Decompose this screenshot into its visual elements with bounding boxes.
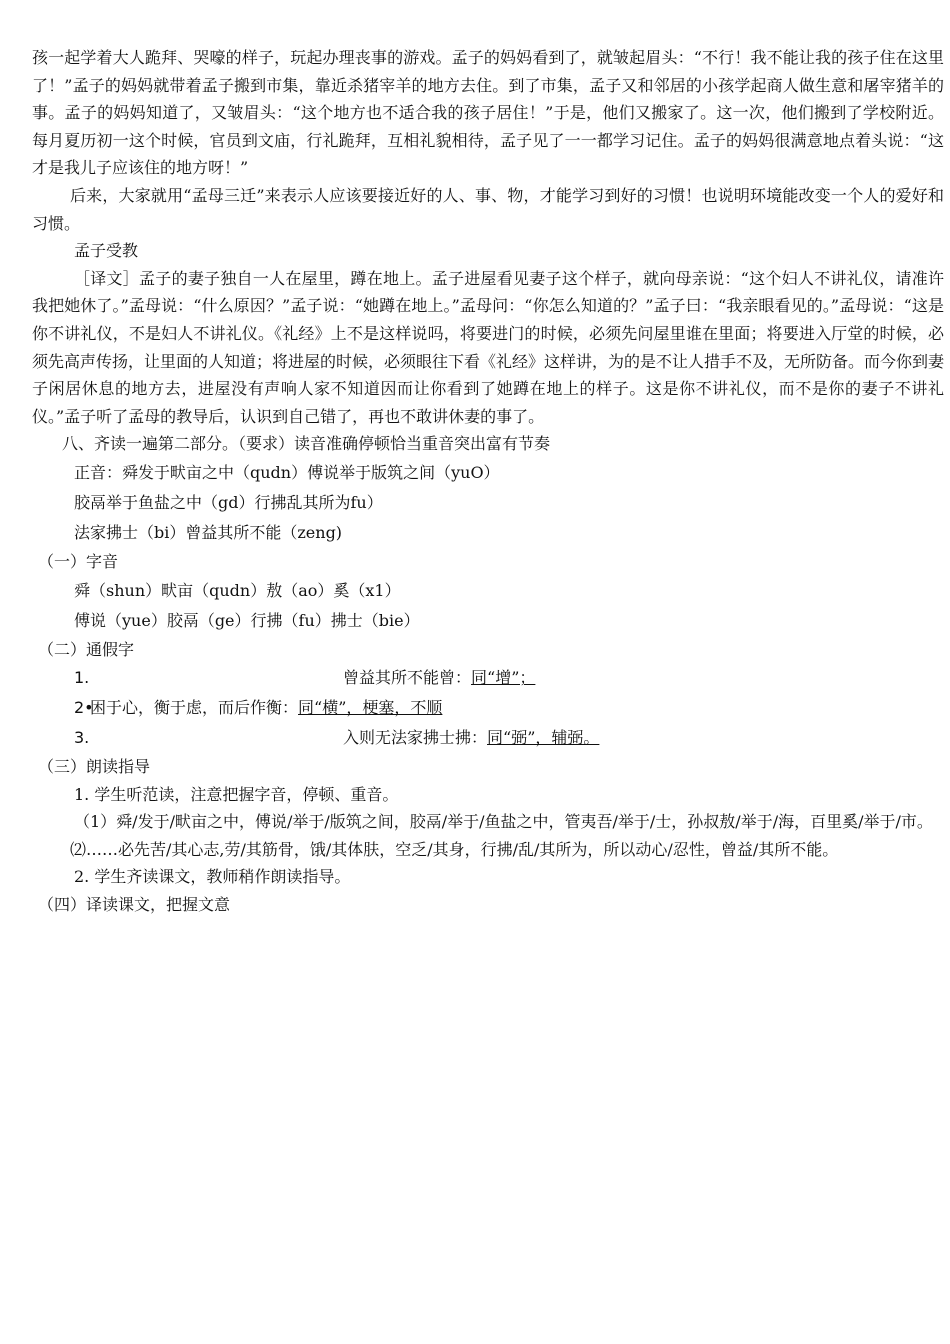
- zhengyin-line-1: 正音：舜发于畎亩之中（qudn）傅说举于版筑之间（yuO）: [74, 462, 500, 482]
- item-note: 同“增”；: [471, 668, 536, 688]
- section-ziyin-title: （一）字音: [38, 551, 119, 571]
- tongjiazi-item-2: [32, 693, 944, 723]
- item-source: 曾益其所不能曾：: [343, 668, 472, 688]
- langdu-example-1: （1）舜/发于/畎亩之中，傅说/举于/版筑之间，胶鬲/举于/鱼盐之中，管夷吾/举于/士，孙叔敖/举于/海，百里奚/举于/市。: [74, 812, 933, 832]
- item-note: 同“弼”，辅弼。: [487, 728, 600, 748]
- zhengyin-line-3: 法家拂士（bi）曾益其所不能（zeng): [74, 522, 343, 542]
- ziyin-line-1: 舜（shun）畎亩（qudn）敖（ao）奚（x1）: [74, 580, 401, 600]
- paragraph-mengmu-story: 孩一起学着大人跪拜、哭嚎的样子，玩起办理丧事的游戏。孟子的妈妈看到了，就皱起眉头：“不行！我不能让我的孩子住在这里了！”孟子的妈妈就带着孟子搬到市集，靠近杀猪宰羊的地方去住。到了市集，孟子又和邻居的小孩学起商人做生意和屠宰猪羊的事。孟子的妈妈知道了，又皱眉头：“这个地方也不适合我的孩子居住！”于是，他们又搬家了。这一次，他们搬到了学校附近。每月夏历初一这个时候，官员到文庙，行礼跪拜，互相礼貌相待，孟子见了一一都学习记住。孟子的妈妈很满意地点着头说：“这才是我儿子应该住的地方呀！”: [32, 48, 944, 178]
- document-page: [32, 44, 944, 919]
- zhengyin-line-2: 胶鬲举于鱼盐之中（gd）行拂乱其所为fu）: [74, 492, 383, 512]
- section-langdu-title: （三）朗读指导: [38, 757, 151, 777]
- item-text: [90, 693, 442, 723]
- langdu-step-1: 1. 学生听范读，注意把握字音，停顿、重音。: [74, 784, 399, 804]
- item-source: 入则无法家拂士拂：: [343, 728, 488, 748]
- section-tongjiazi-title: （二）通假字: [38, 639, 135, 659]
- paragraph-mengmu-summary: 后来，大家就用“孟母三迁”来表示人应该要接近好的人、事、物，才能学习到好的习惯！也说明环境能改变一个人的爱好和习惯。: [32, 185, 944, 233]
- item-source: 困于心，衡于虑，而后作衡：: [90, 698, 299, 718]
- item-number: 1.: [74, 668, 90, 688]
- item-number: 3.: [74, 728, 90, 748]
- heading-mengzi-shoujiao: 孟子受教: [74, 241, 139, 261]
- tongjiazi-item-3: [32, 723, 944, 753]
- section-8-title: 八、齐读一遍第二部分。（要求）读音准确停顿恰当重音突出富有节奏: [62, 434, 551, 454]
- item-text: [343, 723, 599, 753]
- item-text: [343, 663, 535, 693]
- item-number: 2•: [74, 698, 94, 718]
- langdu-step-2: 2. 学生齐读课文，教师稍作朗读指导。: [74, 867, 351, 887]
- paragraph-translation: ［译文］孟子的妻子独自一人在屋里，蹲在地上。孟子进屋看见妻子这个样子，就向母亲说：“这个妇人不讲礼仪，请准许我把她休了。”孟母说：“什么原因？”孟子说：“她蹲在地上。”孟母问：“你怎么知道的？”孟子曰：“我亲眼看见的。”孟母说：“这是你不讲礼仪，不是妇人不讲礼仪。《礼经》上不是这样说吗，将要进门的时候，必须先问屋里谁在里面；将要进入厅堂的时候，必须先高声传扬，让里面的人知道；将进屋的时候，必须眼往下看《礼经》这样讲，为的是不让人措手不及，无所防备。而今你到妻子闲居休息的地方去，进屋没有声响人家不知道因而让你看到了她蹲在地上的样子。这是你不讲礼仪，而不是你的妻子不讲礼仪。”孟子听了孟母的教导后，认识到自己错了，再也不敢讲休妻的事了。: [32, 268, 945, 426]
- section-yidu-title: （四）译读课文，把握文意: [38, 895, 231, 915]
- langdu-example-2: ⑵……必先苦/其心志,劳/其筋骨，饿/其体肤，空乏/其身，行拂/乱/其所为，所以动心/忍性，曾益/其所不能。: [70, 839, 839, 859]
- item-note: 同“横”，梗塞，不顺: [298, 698, 443, 718]
- ziyin-line-2: 傅说（yue）胶鬲（ge）行拂（fu）拂士（bie）: [74, 610, 420, 630]
- tongjiazi-item-1: [32, 663, 944, 693]
